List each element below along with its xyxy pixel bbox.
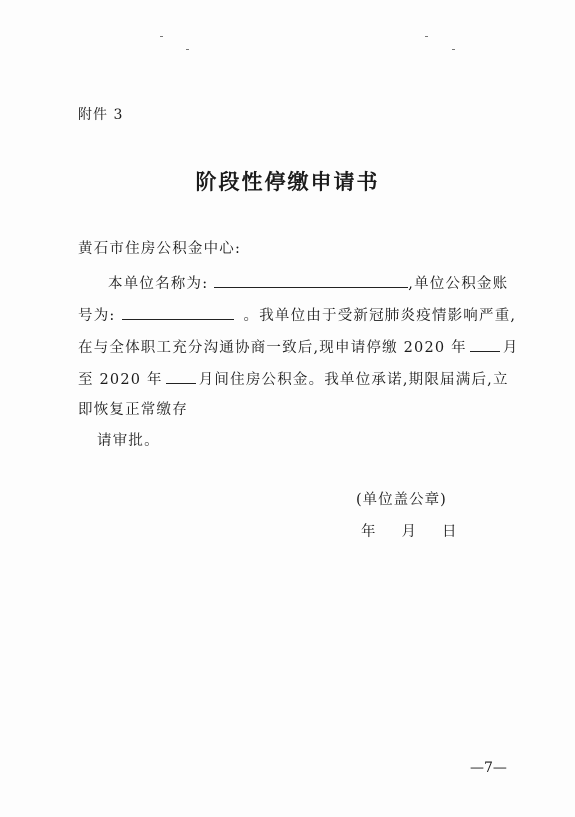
end-date-text: 至 2020 年 bbox=[78, 372, 163, 388]
date-year-label: 年 bbox=[361, 524, 376, 540]
scan-speck bbox=[186, 49, 189, 50]
body-line-account bbox=[78, 305, 516, 326]
scan-speck bbox=[452, 49, 455, 50]
account-label-end: 号为: bbox=[78, 308, 116, 324]
salutation: 黄石市住房公积金中心: bbox=[78, 241, 242, 257]
reason-text: 。我单位由于受新冠肺炎疫情影响严重, bbox=[243, 308, 517, 324]
body-line-end-date bbox=[78, 369, 509, 390]
account-label-start: ,单位公积金账 bbox=[408, 276, 509, 292]
start-month-blank bbox=[470, 337, 500, 352]
request-approval: 请审批。 bbox=[97, 433, 160, 449]
date-line bbox=[361, 520, 457, 541]
unit-name-label: 本单位名称为: bbox=[108, 276, 209, 292]
account-number-blank bbox=[122, 305, 234, 320]
date-day-label: 日 bbox=[442, 524, 457, 540]
seal-label: (单位盖公章) bbox=[356, 492, 447, 508]
scan-speck bbox=[425, 36, 428, 37]
start-month-label: 月 bbox=[502, 340, 519, 356]
commitment-text: 月间住房公积金。我单位承诺,期限届满后,立 bbox=[198, 372, 509, 388]
scan-speck bbox=[160, 36, 163, 37]
body-line-start-date bbox=[78, 337, 519, 358]
unit-name-blank bbox=[214, 273, 408, 288]
start-date-text: 在与全体职工充分沟通协商一致后,现申请停缴 2020 年 bbox=[78, 340, 467, 356]
page-number: —7— bbox=[470, 760, 507, 776]
attachment-label: 附件 3 bbox=[78, 107, 124, 123]
end-month-blank bbox=[166, 369, 196, 384]
document-title: 阶段性停缴申请书 bbox=[195, 169, 380, 194]
body-line-resume: 即恢复正常缴存 bbox=[78, 402, 188, 418]
date-month-label: 月 bbox=[401, 524, 416, 540]
body-line-unit-name bbox=[108, 273, 508, 294]
